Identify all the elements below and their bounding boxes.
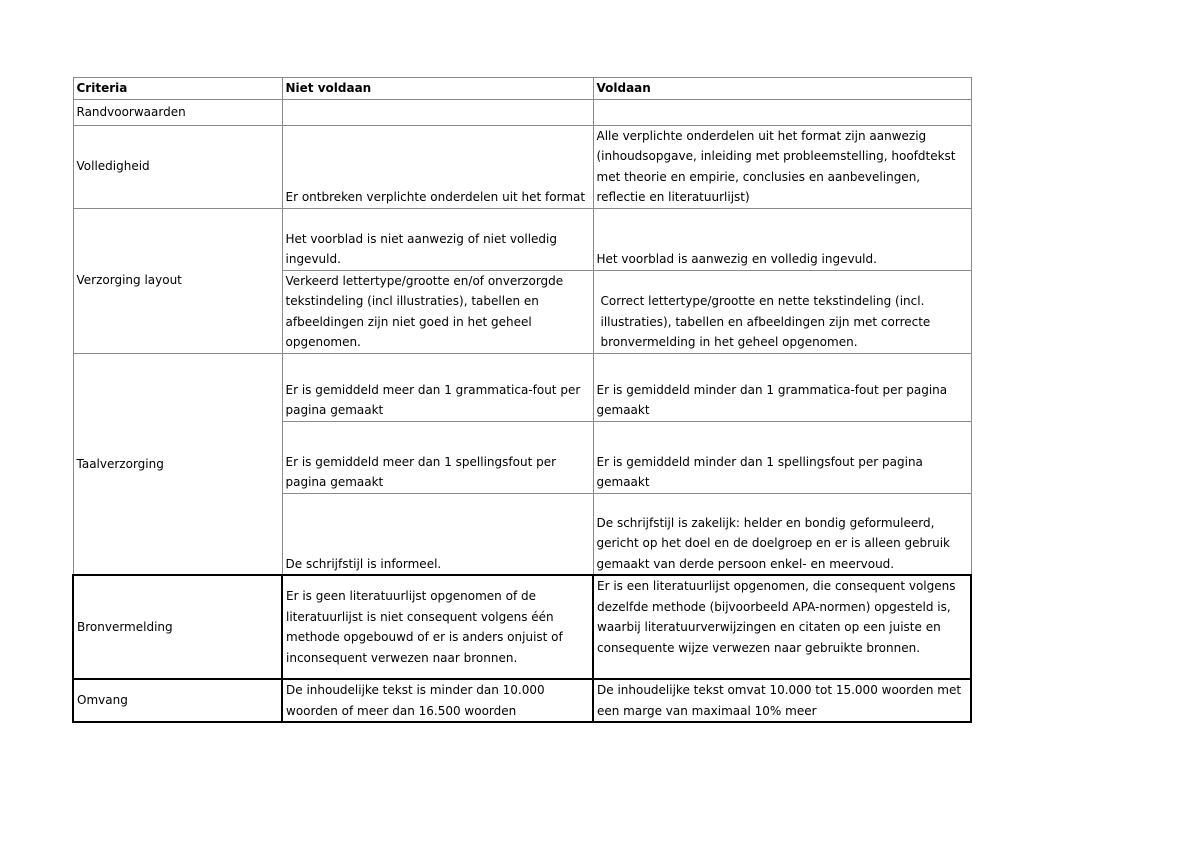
table-row: [73, 208, 971, 270]
header-row: [73, 78, 971, 100]
header-sufficient: Voldaan: [593, 78, 971, 100]
volledigheid-not-sufficient: Er ontbreken verplichte onderdelen uit het format: [282, 125, 593, 208]
empty-cell: [593, 99, 971, 125]
schrijfstijl-not-sufficient: De schrijfstijl is informeel.: [282, 493, 593, 575]
table-row: [73, 575, 971, 679]
spelling-sufficient: Er is gemiddeld minder dan 1 spellingsfout per pagina gemaakt: [593, 421, 971, 493]
table-row: [73, 99, 971, 125]
table-row: [73, 353, 971, 421]
table-row: [73, 679, 971, 722]
empty-cell: [282, 99, 593, 125]
voorblad-not-sufficient: Het voorblad is niet aanwezig of niet volledig ingevuld.: [282, 208, 593, 270]
schrijfstijl-sufficient: De schrijfstijl is zakelijk: helder en bondig geformuleerd, gericht op het doel en de doelgroep en er is alleen gebruik gemaakt van derde persoon enkel- en meervoud.: [593, 493, 971, 575]
omvang-not-sufficient: De inhoudelijke tekst is minder dan 10.000 woorden of meer dan 16.500 woorden: [282, 679, 593, 722]
criterion-bronvermelding: Bronvermelding: [73, 575, 282, 679]
volledigheid-sufficient: Alle verplichte onderdelen uit het format zijn aanwezig (inhoudsopgave, inleiding met probleemstelling, hoofdtekst met theorie en empirie, conclusies en aanbevelingen, reflectie en literatuurlijst): [593, 125, 971, 208]
grammatica-sufficient: Er is gemiddeld minder dan 1 grammatica-fout per pagina gemaakt: [593, 353, 971, 421]
criterion-randvoorwaarden: Randvoorwaarden: [73, 99, 282, 125]
table-row: [73, 125, 971, 208]
grammatica-not-sufficient: Er is gemiddeld meer dan 1 grammatica-fout per pagina gemaakt: [282, 353, 593, 421]
header-criteria: Criteria: [73, 78, 282, 100]
assessment-rubric-table: [72, 77, 972, 723]
criterion-verzorging-layout: Verzorging layout: [73, 208, 282, 353]
criterion-taalverzorging: Taalverzorging: [73, 353, 282, 575]
header-not-sufficient: Niet voldaan: [282, 78, 593, 100]
criterion-volledigheid: Volledigheid: [73, 125, 282, 208]
omvang-sufficient: De inhoudelijke tekst omvat 10.000 tot 15.000 woorden met een marge van maximaal 10% meer: [593, 679, 971, 722]
bronvermelding-sufficient: Er is een literatuurlijst opgenomen, die consequent volgens dezelfde methode (bijvoorbeeld APA-normen) opgesteld is, waarbij literatuurverwijzingen en citaten op een juiste en consequente wijze verwezen naar gebruikte bronnen.: [593, 575, 971, 679]
voorblad-sufficient: Het voorblad is aanwezig en volledig ingevuld.: [593, 208, 971, 270]
criterion-omvang: Omvang: [73, 679, 282, 722]
lettertype-not-sufficient: Verkeerd lettertype/grootte en/of onverzorgde tekstindeling (incl illustraties), tabellen en afbeeldingen zijn niet goed in het geheel opgenomen.: [282, 270, 593, 353]
lettertype-sufficient: Correct lettertype/grootte en nette tekstindeling (incl. illustraties), tabellen en afbeeldingen zijn met correcte bronvermelding in het geheel opgenomen.: [593, 270, 971, 353]
spelling-not-sufficient: Er is gemiddeld meer dan 1 spellingsfout per pagina gemaakt: [282, 421, 593, 493]
bronvermelding-not-sufficient: Er is geen literatuurlijst opgenomen of de literatuurlijst is niet consequent volgens één methode opgebouwd of er is anders onjuist of inconsequent verwezen naar bronnen.: [282, 575, 593, 679]
